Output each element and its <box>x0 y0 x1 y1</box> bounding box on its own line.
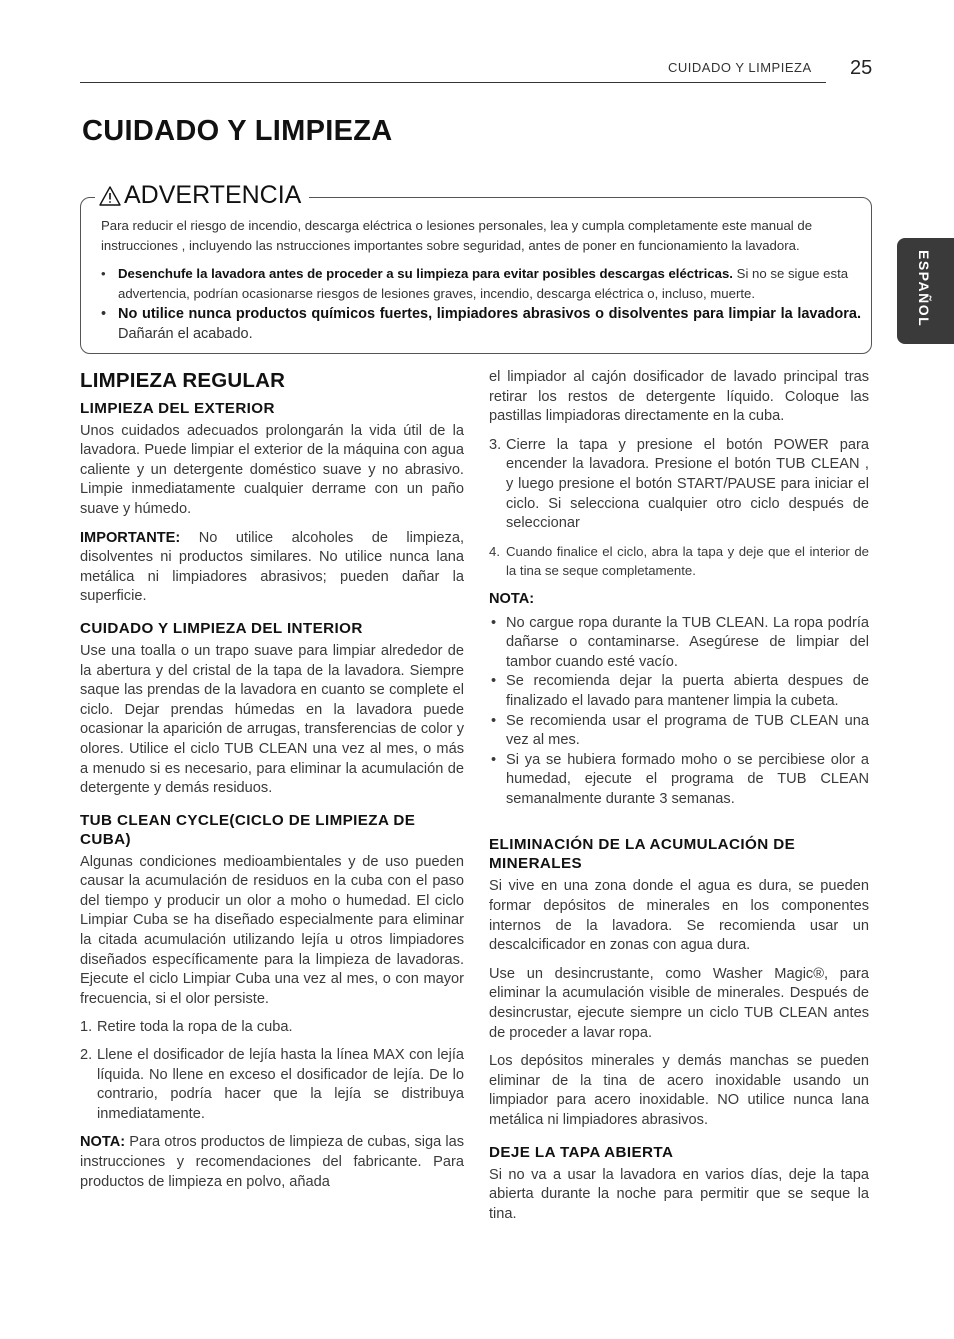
note-label: NOTA: <box>80 1134 126 1151</box>
step-number: 1. <box>80 1019 93 1036</box>
minerals-paragraph-2: Use un desincrustante, como Washer Magic®, para eliminar la acumulación visible de minerales. Después de desincrustar, ejecute siempre un ciclo TUB CLEAN antes de proceder a lavar ropa. <box>489 965 869 1041</box>
step-text: Llene el dosificador de lejía hasta la línea MAX con lejía líquida. No llene en exceso el dosificador de lejía. De lo contrario, podría hacer que la lejía se distribuya inmediatamente. <box>97 1047 464 1122</box>
warning-item-bold: No utilice nunca productos químicos fuertes, limpiadores abrasivos o disolventes para limpiar la lavadora. <box>118 306 861 322</box>
step-number: 2. <box>80 1047 93 1064</box>
section-heading-regular-cleaning: LIMPIEZA REGULAR <box>80 369 286 392</box>
minerals-paragraph-3: Los depósitos minerales y demás manchas se pueden eliminar de la tina de acero inoxidable usando un limpiador para acero inoxidable. NO utilice nunca lana metálica ni limpiadores abrasivos. <box>489 1053 869 1128</box>
step-text: Cuando finalice el ciclo, abra la tapa y deje que el interior de la tina se seque completamente. <box>506 543 869 579</box>
step-number: 4. <box>489 543 500 559</box>
important-text: No utilice alcoholes de limpieza, disolventes ni productos similares. No utilice nunca lana metálica ni limpiadores abrasivos; pueden dañar la superficie. <box>80 529 464 605</box>
step-item <box>489 542 869 581</box>
important-paragraph <box>80 529 464 607</box>
subheading-leave-lid-open: DEJE LA TAPA ABIERTA <box>489 1143 674 1161</box>
subheading-minerals: ELIMINACIÓN DE LA ACUMULACIÓN DE MINERALES <box>489 836 796 873</box>
interior-paragraph: Use una toalla o un trapo suave para limpiar alrededor de la abertura y del cristal de la tapa de la lavadora. Siempre saque las prendas de la lavadora en cuanto se complete el ciclo. Dejar prendas húmedas en la lavadora puede ocasionar la aparición de arrugas, transferencias de color y olores. Utilice el ciclo TUB CLEAN una vez al mes, o más a menudo si es necesario, para eliminar la acumulación de detergente y demás residuos. <box>80 642 464 797</box>
warning-item-text: Dañarán el acabado. <box>118 325 253 342</box>
tub-clean-paragraph: Algunas condiciones medioambientales y de uso pueden causar la acumulación de residuos en la cuba con el paso del tiempo y producir un olor a moho o humedad. El ciclo Limpiar Cuba se ha diseñado especialmente para eliminar la citada acumulación utilizando lejía u otros limpiadores diseñados específicamente para la limpieza de lavadoras. Ejecute el ciclo Limpiar Cuba una vez al mes, o con mayor frecuencia, si el olor persiste. <box>80 853 464 1007</box>
nota-list <box>489 614 869 810</box>
lid-paragraph: Si no va a usar la lavadora en varios días, deje la tapa abierta durante la noche para permitir que se seque la tina. <box>489 1166 869 1222</box>
minerals-paragraph-1: Si vive en una zona donde el agua es dura, se pueden formar depósitos de minerales en los componentes internos de la lavadora. Se recomienda usar un descalcificador en zonas con agua dura. <box>489 878 869 954</box>
nota-label-text: NOTA: <box>489 590 535 607</box>
nota-label <box>489 590 869 610</box>
nota-item: • Se recomienda usar el programa de TUB CLEAN una vez al mes. <box>489 712 869 751</box>
left-column <box>80 368 464 1201</box>
step-text: Retire toda la ropa de la cuba. <box>97 1019 293 1036</box>
step-number: 3. <box>489 436 502 453</box>
warning-title-text: ADVERTENCIA <box>124 181 302 209</box>
warning-list <box>101 264 861 346</box>
page-number: 25 <box>850 57 873 79</box>
header-divider <box>80 82 826 83</box>
subheading-interior: CUIDADO Y LIMPIEZA DEL INTERIOR <box>80 619 363 637</box>
nota-item: • No cargue ropa durante la TUB CLEAN. La ropa podría dañarse o contaminarse. Asegúrese de limpiar del tambor cuando esté vacío. <box>489 614 869 673</box>
language-tab-label: ESPAÑOL <box>916 250 932 328</box>
warning-box <box>80 181 872 354</box>
warning-item <box>101 264 861 303</box>
step-item <box>80 1018 464 1038</box>
note-paragraph <box>80 1133 464 1192</box>
subheading-exterior: LIMPIEZA DEL EXTERIOR <box>80 399 275 417</box>
continued-paragraph: el limpiador al cajón dosificador de lavado principal tras retirar los restos de detergente líquido. Coloque las pastillas limpiadoras directamente en la cuba. <box>489 369 869 425</box>
warning-title <box>95 181 309 210</box>
warning-item <box>101 305 861 344</box>
step-text: Cierre la tapa y presione el botón POWER para encender la lavadora. Presione el botón TUB CLEAN , y luego presione el botón START/PAUSE para iniciar el ciclo. Si selecciona cualquier otro ciclo después de seleccionar <box>506 436 869 532</box>
subheading-tub-clean: TUB CLEAN CYCLE(CICLO DE LIMPIEZA DE CUBA) <box>80 811 416 848</box>
running-header-section: CUIDADO Y LIMPIEZA <box>668 60 812 75</box>
warning-triangle-icon <box>98 185 122 207</box>
nota-item: • Si ya se hubiera formado moho o se percibiese olor a humedad, ejecute el programa de TUB CLEAN semanalmente durante 3 semanas. <box>489 751 869 810</box>
warning-item-text: Si no se sigue esta advertencia, podrían ocasionarse riesgos de lesiones graves, incendio, descarga eléctrica o, incluso, muerte. <box>118 266 849 301</box>
page-title: CUIDADO Y LIMPIEZA <box>82 115 393 147</box>
note-text: Para otros productos de limpieza de cubas, siga las instrucciones y recomendaciones del fabricante. Para productos de limpieza en polvo, añada <box>80 1134 464 1190</box>
right-column <box>489 368 869 1233</box>
warning-intro: Para reducir el riesgo de incendio, descarga eléctrica o lesiones personales, lea y cumpla completamente este manual de instrucciones , incluyendo las nstrucciones importantes sobre seguridad, antes de poner en funcionamiento la lavadora. <box>101 218 813 253</box>
language-tab <box>897 238 954 344</box>
exterior-paragraph: Unos cuidados adecuados prolongarán la vida útil de la lavadora. Puede limpiar el exterior de la máquina con agua caliente y un detergente doméstico suave y no abrasivo. Limpie inmediatamente cualquier derrame con un paño suave y húmedo. <box>80 422 464 517</box>
step-item <box>489 436 869 534</box>
tub-clean-steps-continued <box>489 436 869 581</box>
important-label: IMPORTANTE: <box>80 529 181 546</box>
step-item <box>80 1046 464 1124</box>
warning-item-bold: Desenchufe la lavadora antes de proceder a su limpieza para evitar posibles descargas eléctricas. <box>118 266 733 281</box>
tub-clean-steps <box>80 1018 464 1124</box>
nota-item: • Se recomienda dejar la puerta abierta despues de finalizado el lavado para mantener limpia la cubeta. <box>489 672 869 711</box>
